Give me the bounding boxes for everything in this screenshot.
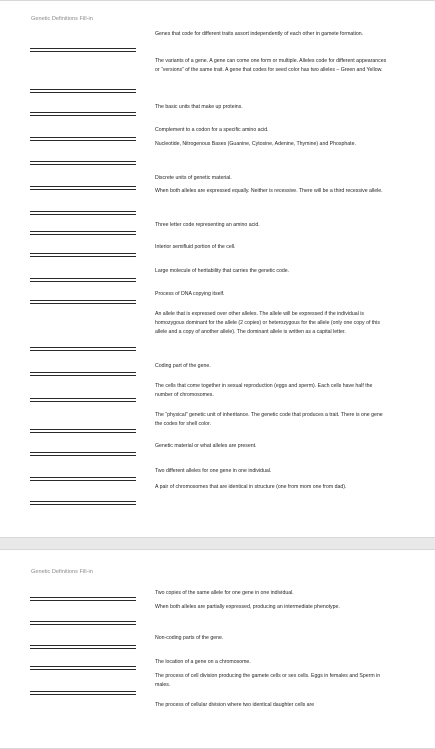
answer-blank-line[interactable] [30,621,136,622]
answer-blank-line[interactable] [30,597,136,598]
definition-text: A pair of chromosomes that are identical in structure (one from mom one from dad). [155,484,347,490]
answer-blank-line[interactable] [30,214,136,215]
definition-text: Two different alleles for one gene in one individual. [155,468,272,474]
answer-blank-line[interactable] [30,480,136,481]
definition-text: Discrete units of genetic material. [155,175,232,181]
answer-blank-line[interactable] [30,303,136,304]
definition-text: Process of DNA copying itself. [155,291,225,297]
answer-blank-line[interactable] [30,401,136,402]
page-header: Genetic Definitions Fill-in [31,569,93,575]
definition-text: The location of a gene on a chromosome. [155,659,251,665]
answer-blank-line[interactable] [30,211,136,212]
answer-blank-line[interactable] [30,256,136,257]
answer-blank-line[interactable] [30,398,136,399]
answer-blank-line[interactable] [30,234,136,235]
answer-blank-line[interactable] [30,89,136,90]
answer-blank-line[interactable] [30,300,136,301]
answer-blank-line[interactable] [30,624,136,625]
answer-blank-line[interactable] [30,600,136,601]
definition-text: Nucleotide, Nitrogenous Bases (Guanine, Cytosine, Adenine, Thymine) and Phosphate. [155,141,356,147]
answer-blank-line[interactable] [30,691,136,692]
answer-blank-line[interactable] [30,429,136,430]
answer-blank-line[interactable] [30,694,136,695]
answer-blank-line[interactable] [30,115,136,116]
answer-blank-line[interactable] [30,350,136,351]
answer-blank-line[interactable] [30,278,136,279]
answer-blank-line[interactable] [30,648,136,649]
answer-blank-line[interactable] [30,48,136,49]
answer-blank-line[interactable] [30,372,136,373]
answer-blank-line[interactable] [30,645,136,646]
definition-text: Large molecule of heritability that carries the genetic code. [155,268,290,274]
definition-text: Genetic material or what alleles are present. [155,443,257,449]
definition-text: Coding part of the gene. [155,363,211,369]
definition-text: Genes that code for different traits assort independently of each other in gamete formation. [155,31,364,37]
answer-blank-line[interactable] [30,504,136,505]
document-page [0,549,435,749]
answer-blank-line[interactable] [30,666,136,667]
answer-blank-line[interactable] [30,137,136,138]
answer-blank-line[interactable] [30,432,136,433]
definition-text: Complement to a codon for a specific amino acid. [155,127,269,133]
answer-blank-line[interactable] [30,253,136,254]
definition-text: The “physical” genetic unit of inheritance. The genetic code that produces a trait. There is one gene the codes for shell color. [155,412,383,427]
answer-blank-line[interactable] [30,669,136,670]
definition-text: The cells that come together in sexual reproduction (eggs and sperm). Each cells have half the number of chromosomes. [155,383,373,398]
answer-blank-line[interactable] [30,92,136,93]
answer-blank-line[interactable] [30,186,136,187]
definition-text: The process of cell division producing the gamete cells or sex cells. Eggs in females and Sperm in males. [155,673,381,688]
definition-text: When both alleles are partially expressed, producing an intermediate phenotype. [155,604,340,610]
answer-blank-line[interactable] [30,140,136,141]
answer-blank-line[interactable] [30,231,136,232]
answer-blank-line[interactable] [30,51,136,52]
definition-text: When both alleles are expressed equally. Neither is recessive. There will be a third recessive allele. [155,188,383,194]
definition-text: An allele that is expressed over other alleles. The allele will be expressed if the individual is homozygous dominant for the allele (2 copies) or heterozygous for the allele (only one copy of this allele and a copy of another allele). The dominant allele is written as a capital letter. [155,311,380,335]
answer-blank-line[interactable] [30,281,136,282]
page-header: Genetic Definitions Fill-in [31,16,93,22]
answer-blank-line[interactable] [30,452,136,453]
definition-text: The basic units that make up proteins. [155,104,243,110]
definition-text: The process of cellular division where two identical daughter cells are [155,702,315,708]
definition-text: Three letter code representing an amino acid. [155,222,260,228]
definition-text: Two copies of the same allele for one gene in one individual. [155,590,294,596]
answer-blank-line[interactable] [30,161,136,162]
answer-blank-line[interactable] [30,501,136,502]
answer-blank-line[interactable] [30,112,136,113]
definition-text: Non-coding parts of the gene. [155,635,224,641]
answer-blank-line[interactable] [30,375,136,376]
answer-blank-line[interactable] [30,189,136,190]
answer-blank-line[interactable] [30,477,136,478]
definition-text: Interior semifluid portion of the cell. [155,244,236,250]
page-separator [0,538,435,549]
answer-blank-line[interactable] [30,164,136,165]
answer-blank-line[interactable] [30,347,136,348]
definition-text: The variants of a gene. A gene can come one form or multiple. Alleles code for different appearances or “versions” of the same trait. A gene that codes for seed color has two alleles – Green and Yellow. [155,58,387,73]
answer-blank-line[interactable] [30,455,136,456]
